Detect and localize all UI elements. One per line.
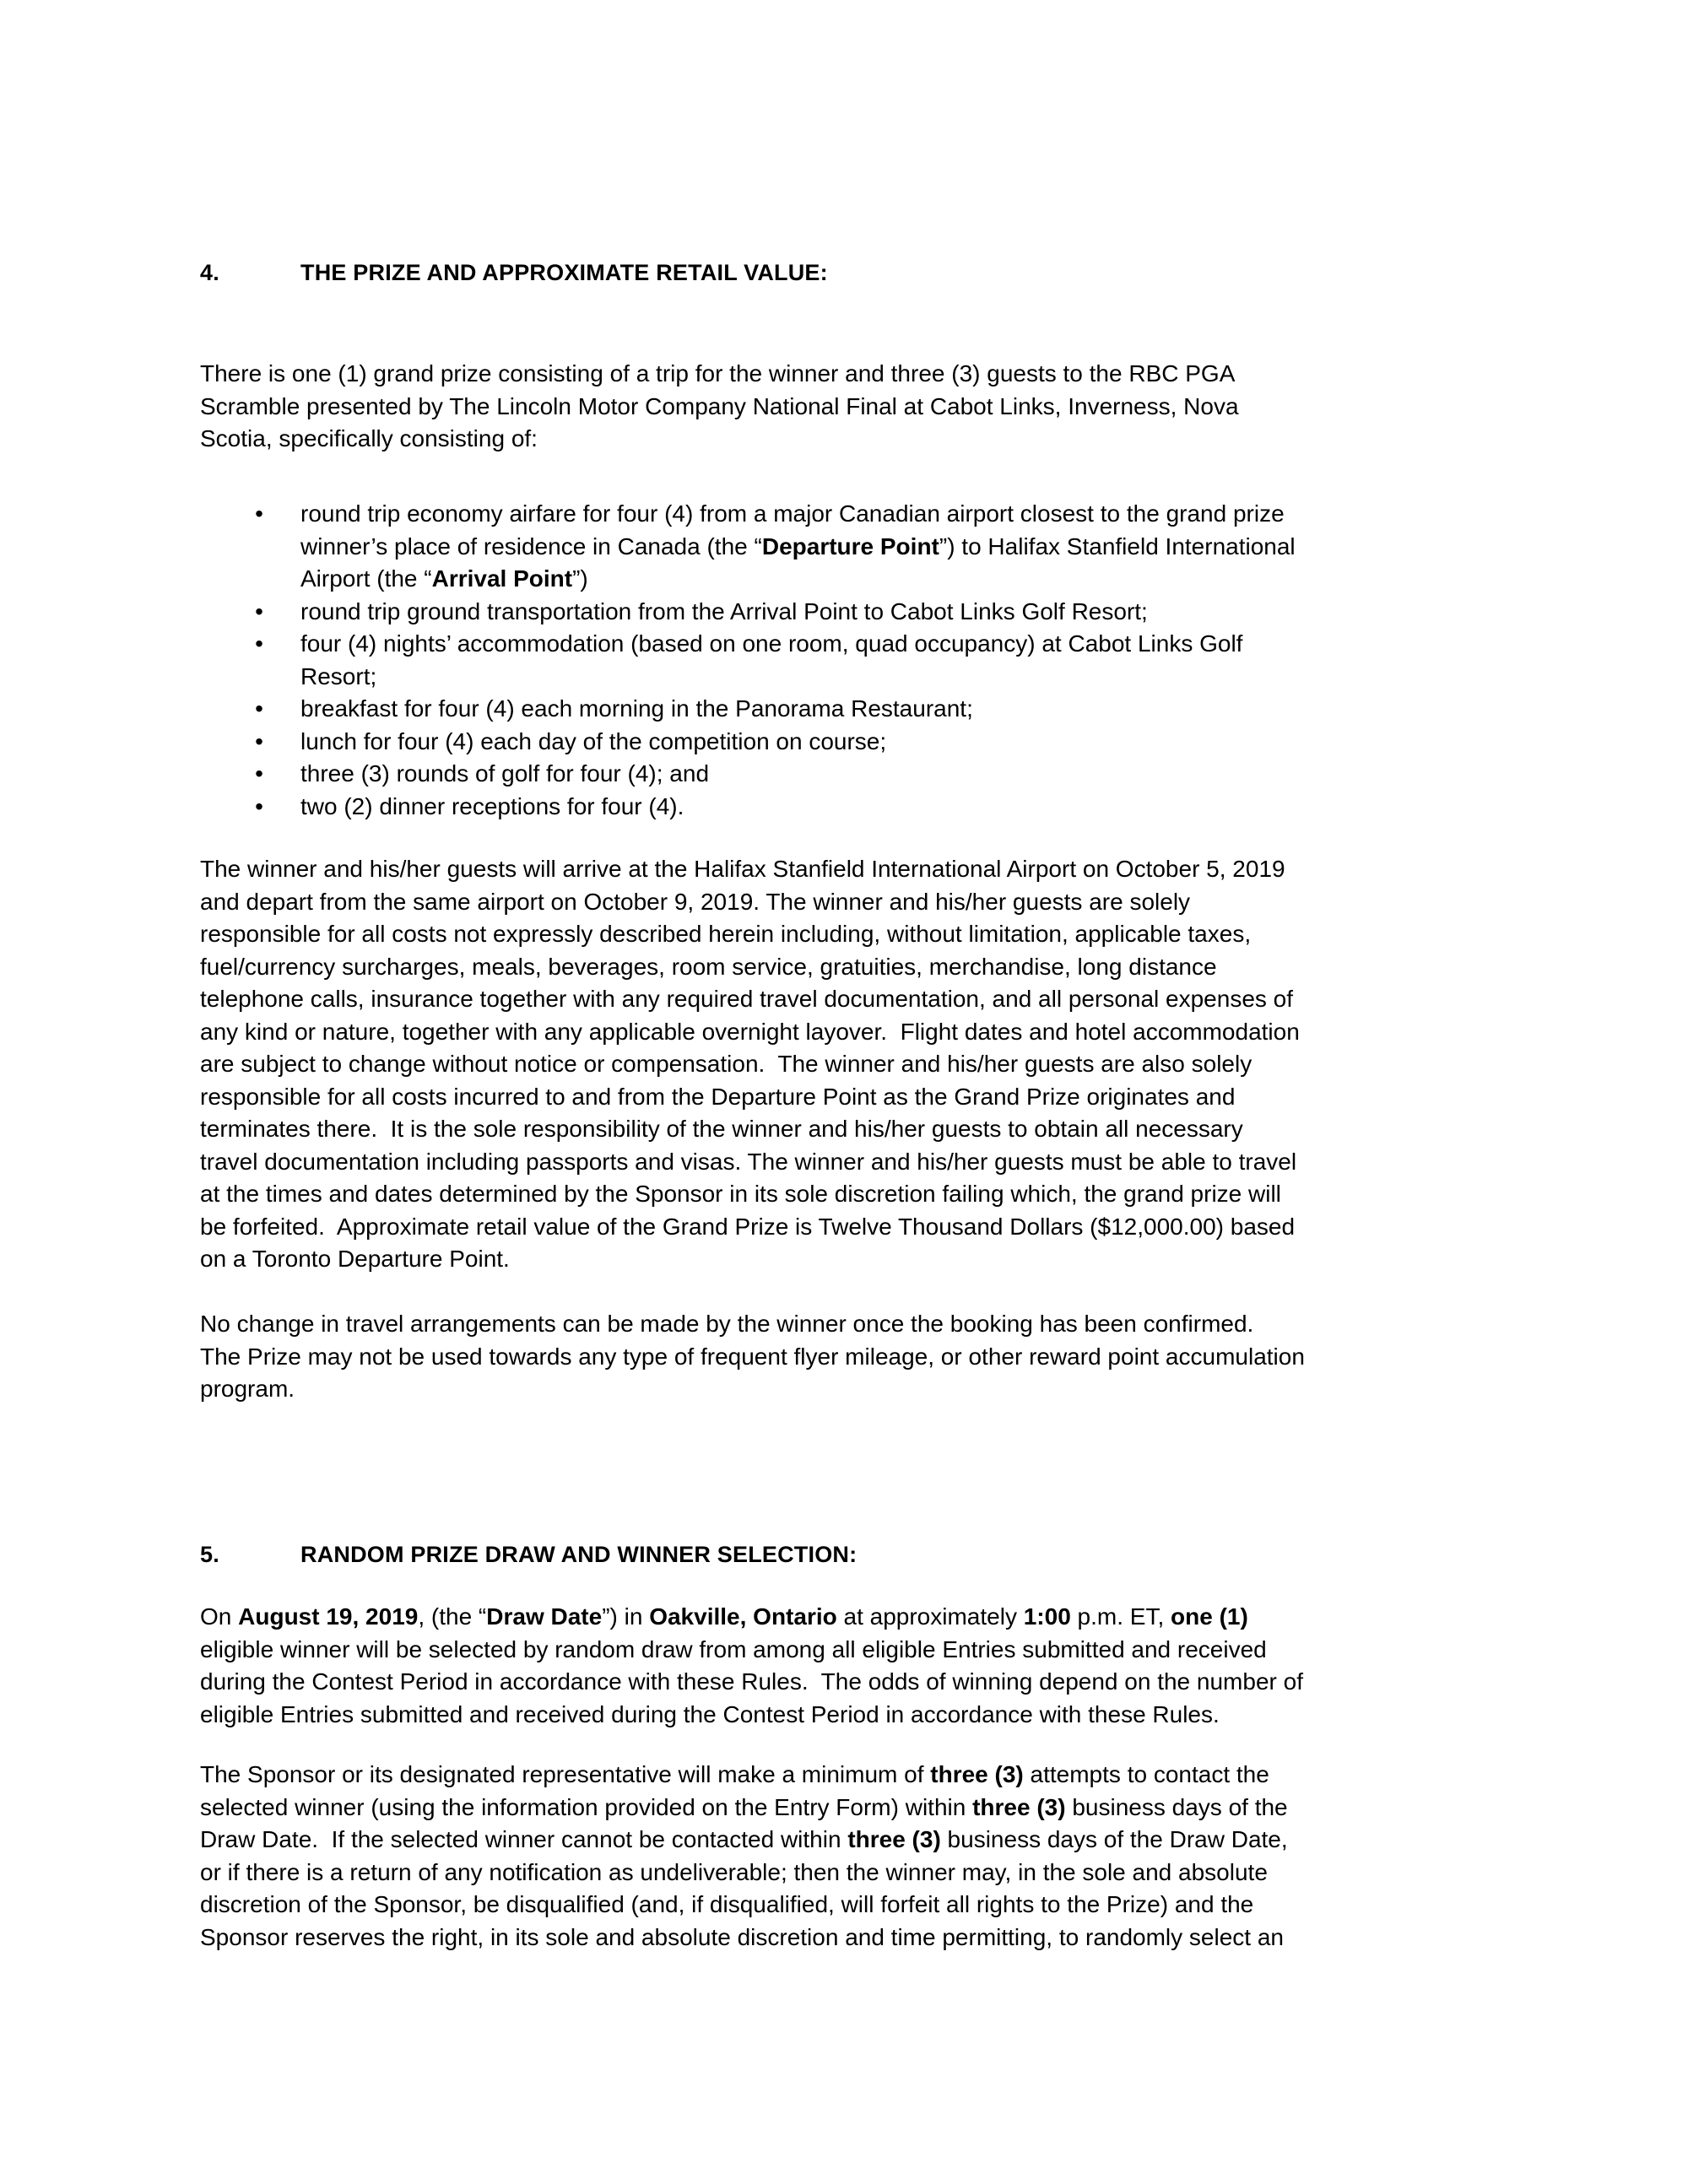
bullet-list-item [200,628,1567,693]
section-5-title: RANDOM PRIZE DRAW AND WINNER SELECTION: [300,1542,858,1567]
text-line: There is one (1) grand prize consisting of a trip for the winner and three (3) guests to the RBC PGA [200,360,1236,387]
text-line: Sponsor reserves the right, in its sole and absolute discretion and time permitting, to randomly select an [200,1923,1284,1950]
text-line: The Prize may not be used towards any type of frequent flyer mileage, or other reward point accumulation [200,1343,1305,1370]
text-line: during the Contest Period in accordance with these Rules. The odds of winning depend on the number of [200,1668,1303,1695]
text-line: and depart from the same airport on October 9, 2019. The winner and his/her guests are solely [200,888,1191,915]
text-line: Airport (the “Arrival Point”) [300,565,588,592]
text-line: four (4) nights’ accommodation (based on one room, quad occupancy) at Cabot Links Golf [300,630,1243,657]
text-line: breakfast for four (4) each morning in the Panorama Restaurant; [300,695,973,722]
bullet-icon: • [255,597,263,624]
no-change-paragraph [200,1308,1567,1406]
text-line: winner’s place of residence in Canada (the “Departure Point”) to Halifax Stanfield International [300,532,1296,560]
text-line: or if there is a return of any notification as undeliverable; then the winner may, in the sole and absolute [200,1858,1268,1885]
text-line: are subject to change without notice or compensation. The winner and his/her guests are also solely [200,1051,1252,1077]
prize-intro-paragraph [200,358,1567,456]
bullet-icon: • [255,760,263,787]
text-line: Draw Date. If the selected winner cannot be contacted within three (3) business days of the Draw Date, [200,1826,1288,1852]
bullet-icon: • [255,727,263,754]
bullet-list-item [200,693,1567,726]
text-line: program. [200,1376,295,1402]
text-line: Scramble presented by The Lincoln Motor Company National Final at Cabot Links, Inverness, Nova [200,392,1239,419]
text-line: On August 19, 2019, (the “Draw Date”) in Oakville, Ontario at approximately 1:00 p.m. ET, one (1) [200,1603,1248,1630]
section-4-number: 4. [200,260,219,285]
text-line: round trip ground transportation from the Arrival Point to Cabot Links Golf Resort; [300,597,1148,624]
text-line: eligible winner will be selected by random draw from among all eligible Entries submitted and received [200,1635,1267,1662]
bullet-icon: • [255,500,263,527]
section-4-title: THE PRIZE AND APPROXIMATE RETAIL VALUE: [300,260,828,285]
text-line: No change in travel arrangements can be made by the winner once the booking has been confirmed. [200,1311,1254,1337]
text-line: terminates there. It is the sole responsibility of the winner and his/her guests to obtain all necessary [200,1116,1243,1142]
text-line: any kind or nature, together with any applicable overnight layover. Flight dates and hotel accommodation [200,1018,1300,1045]
bullet-icon: • [255,695,263,722]
bullet-list-item [200,498,1567,596]
text-line: at the times and dates determined by the Sponsor in its sole discretion failing which, the grand prize will [200,1181,1281,1207]
text-line: telephone calls, insurance together with any required travel documentation, and all personal expenses of [200,986,1294,1012]
text-line: lunch for four (4) each day of the competition on course; [300,727,887,754]
text-line: The Sponsor or its designated representative will make a minimum of three (3) attempts to contact the [200,1761,1269,1787]
text-line: eligible Entries submitted and received during the Contest Period in accordance with these Rules. [200,1700,1220,1727]
section-5-heading [200,1538,1567,1571]
text-line: travel documentation including passports and visas. The winner and his/her guests must be able to travel [200,1148,1297,1175]
text-line: round trip economy airfare for four (4) from a major Canadian airport closest to the grand prize [300,500,1285,527]
text-line: responsible for all costs not expressly described herein including, without limitation, applicable taxes, [200,921,1252,947]
text-line: Scotia, specifically consisting of: [200,425,538,451]
section-4-heading [200,257,1567,289]
text-line: selected winner (using the information provided on the Entry Form) within three (3) business days of the [200,1793,1288,1820]
bullet-list-item [200,726,1567,759]
text-line: two (2) dinner receptions for four (4). [300,792,684,819]
text-line: be forfeited. Approximate retail value of the Grand Prize is Twelve Thousand Dollars ($12,000.00) based [200,1213,1296,1240]
bullet-list-item [200,791,1567,824]
text-line: fuel/currency surcharges, meals, beverages, room service, gratuities, merchandise, long distance [200,953,1217,980]
travel-details-paragraph [200,853,1567,1276]
contact-attempts-paragraph [200,1759,1567,1954]
prize-bullet-list [200,498,1567,823]
text-line: responsible for all costs incurred to and from the Departure Point as the Grand Prize originates and [200,1083,1236,1110]
bullet-list-item [200,758,1567,791]
bullet-icon: • [255,792,263,819]
bullet-icon: • [255,630,263,657]
text-line: Resort; [300,662,377,689]
text-line: discretion of the Sponsor, be disqualified (and, if disqualified, will forfeit all rights to the Prize) and the [200,1891,1254,1917]
text-line: on a Toronto Departure Point. [200,1246,510,1272]
draw-date-paragraph [200,1601,1567,1731]
text-line: The winner and his/her guests will arrive at the Halifax Stanfield International Airport on October 5, 2019 [200,856,1285,882]
text-line: three (3) rounds of golf for four (4); and [300,760,710,787]
bullet-list-item [200,596,1567,629]
section-5-number: 5. [200,1542,219,1567]
